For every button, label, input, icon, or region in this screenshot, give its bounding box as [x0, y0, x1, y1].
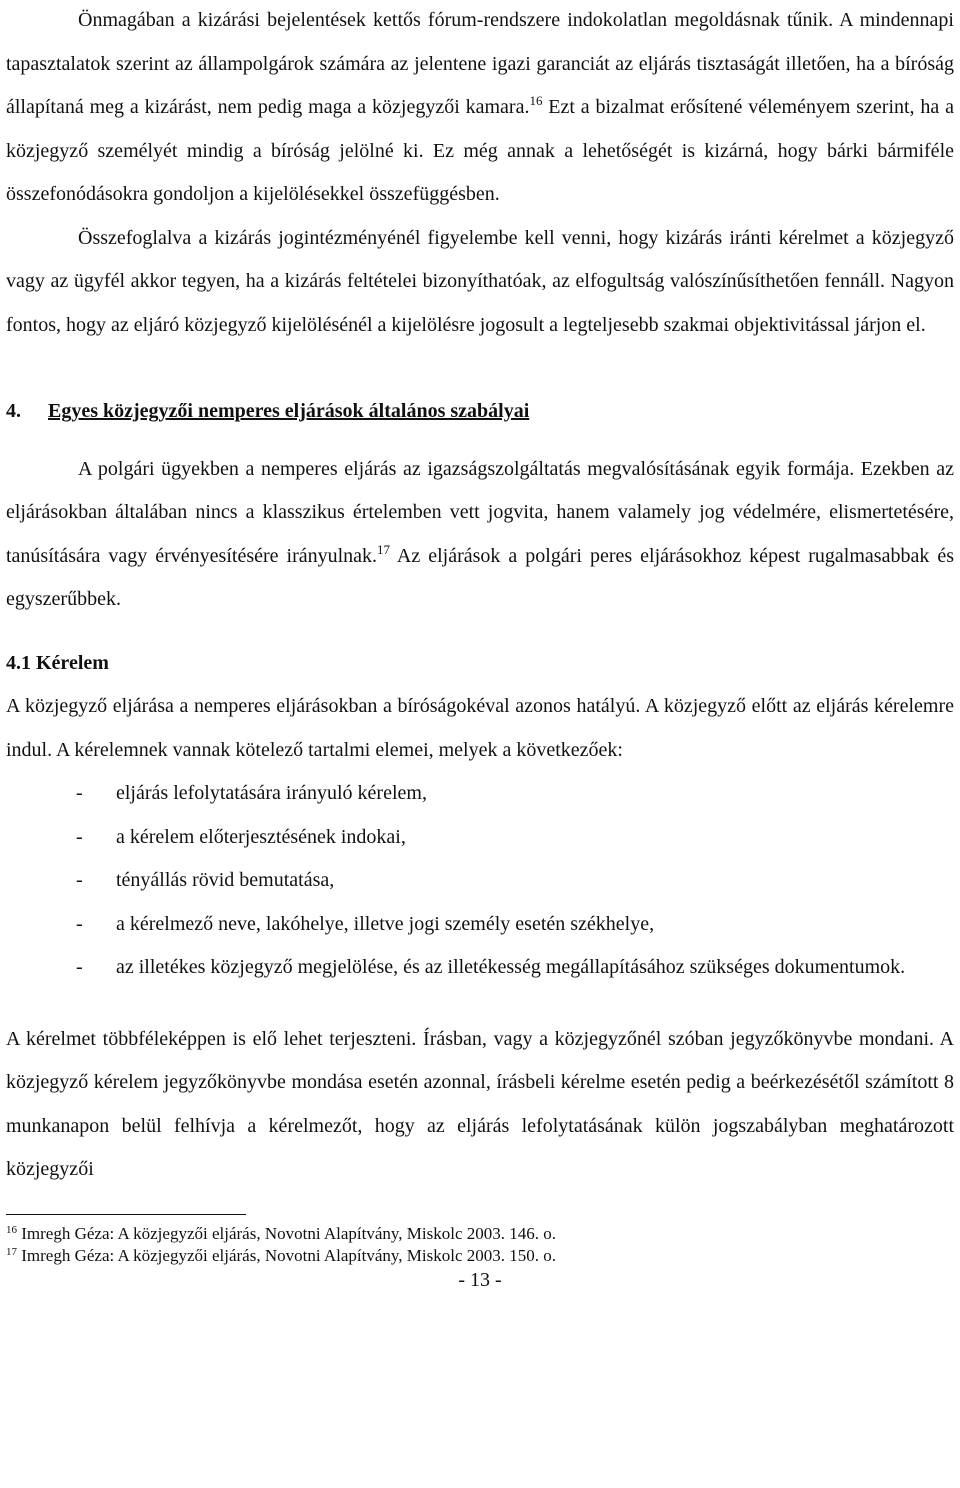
footnote-16: $^{16}$ Imregh Géza: A közjegyzői eljárás, Novotni Alapítvány, Miskolc 2003. 146. o. — [6, 1223, 557, 1243]
list-item: - a kérelmező neve, lakóhelye, illetve jogi személy esetén székhelye, — [76, 912, 655, 935]
list-item: - eljárás lefolytatására irányuló kérelem, — [76, 782, 427, 804]
page-number: - 13 - — [458, 1268, 502, 1291]
paragraph-request: A közjegyző eljárása a nemperes eljárásokban a bíróságokéval azonos hatályú. A közjegyző előtt az eljárás kérelemre indul. A kérelemnek vannak kötelező tartalmi elemei, melyek a következőek: — [6, 695, 954, 761]
section-number: 4. — [6, 400, 21, 422]
footnote-17: $^{17}$ Imregh Géza: A közjegyzői eljárás, Novotni Alapítvány, Miskolc 2003. 150. o. — [6, 1245, 557, 1265]
section-title: Egyes közjegyzői nemperes eljárások általános szabályai — [48, 400, 530, 422]
list-item: - a kérelem előterjesztésének indokai, — [76, 825, 406, 848]
document-page — [6, 0, 954, 1293]
paragraph-nonlitigious: A polgári ügyekben a nemperes eljárás az igazságszolgáltatás megvalósításának egyik formája. Ezekben az eljárásokban általában nincs a klasszikus értelemben vett jogvita, hanem valamely jog védelmére, elismertetésére, tanúsítására vagy érvényesítésére irányulnak.$^{17}$ Az eljárások a polgári peres eljárásokhoz képest rugalmasabbak és egyszerűbbek. — [6, 457, 954, 610]
paragraph-disqualification: Önmagában a kizárási bejelentések kettős fórum-rendszere indokolatlan megoldásnak tűnik. A mindennapi tapasztalatok szerint az állampolgárok számára az jelentene igazi garanciát az eljárás tisztaságát illetően, ha a bíróság állapítaná meg a kizárást, nem pedig maga a közjegyzői kamara.$^{16}$ Ezt a bizalmat erősítené véleményem szerint, ha a közjegyző személyét mindig a bíróság jelölné ki. Ez még annak a lehetőségét is kizárná, hogy bárki bármiféle összefonódásokra gondoljon a kijelölésekkel összefüggésben. — [6, 9, 954, 205]
footnote-ref-16[interactable]: 16 — [529, 93, 543, 108]
section-heading — [6, 390, 954, 434]
footnote-ref-17[interactable]: 17 — [377, 541, 391, 557]
list-item: - az illetékes közjegyző megjelölése, és az illetékesség megállapításához szükséges dokumentumok. — [76, 956, 906, 978]
paragraph-summary: Összefoglalva a kizárás jogintézményénél figyelembe kell venni, hogy kizárás iránti kérelmet a közjegyző vagy az ügyfél akkor tegyen, ha a kizárás feltételei bizonyíthatóak, az elfogultság valószínűsíthetően fennáll. Nagyon fontos, hogy az eljáró közjegyző kijelölésénél a kijelölésre jogosult a legteljesebb szakmai objektivitással járjon el. — [6, 226, 954, 336]
request-elements-list — [6, 772, 954, 990]
list-item: - tényállás rövid bemutatása, — [76, 869, 335, 891]
paragraph-submission: A kérelmet többféleképpen is elő lehet terjeszteni. Írásban, vagy a közjegyzőnél szóban jegyzőkönyvbe mondani. A közjegyző kérelem jegyzőkönyvbe mondása esetén azonnal, írásbeli kérelme esetén pedig a beérkezésétől számított 8 munkanapon belül felhívja a kérelmezőt, hogy az eljárás lefolytatásának külön jogszabályban meghatározott közjegyzői — [6, 1027, 954, 1180]
subsection-heading: 4.1 Kérelem — [6, 651, 109, 674]
